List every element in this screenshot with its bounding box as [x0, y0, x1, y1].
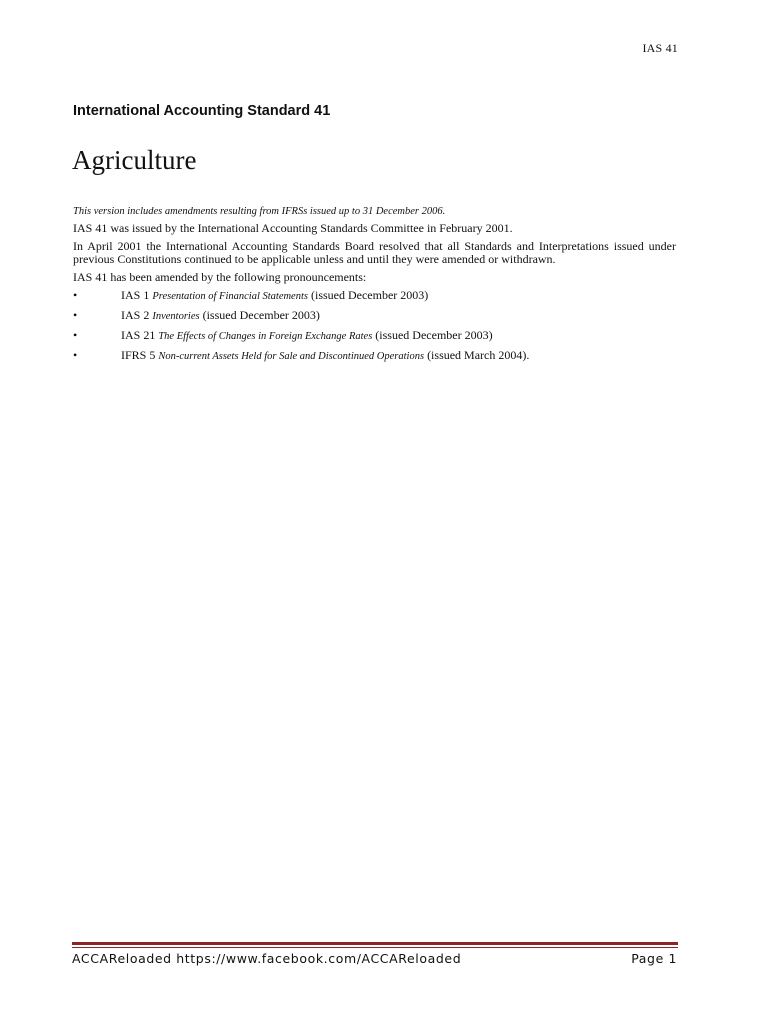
standard-id: IAS 21 [121, 328, 156, 342]
list-item [73, 289, 676, 302]
standard-id: IAS 1 [121, 288, 150, 302]
issued-date: (issued December 2003) [310, 288, 429, 302]
standard-id: IAS 2 [121, 308, 150, 322]
standard-name: The Effects of Changes in Foreign Exchange Rates [158, 331, 373, 342]
document-title: Agriculture [72, 145, 197, 175]
amendments-intro-paragraph: IAS 41 has been amended by the following pronouncements: [73, 270, 367, 284]
version-note: This version includes amendments resulting from IFRSs issued up to 31 December 2006. [73, 206, 446, 217]
list-item [73, 349, 676, 362]
running-header: IAS 41 [642, 41, 678, 55]
bullet-icon: • [73, 348, 78, 362]
standard-name: Presentation of Financial Statements [152, 291, 308, 302]
issue-paragraph: IAS 41 was issued by the International Accounting Standards Committee in February 2001. [73, 221, 513, 235]
board-resolution-paragraph: In April 2001 the International Accounting Standards Board resolved that all Standards and Interpretations issued under previous Constitutions continued to be applicable unless and until they were amended or withdrawn. [73, 239, 676, 266]
standard-name: Non-current Assets Held for Sale and Discontinued Operations [158, 351, 425, 362]
document-body [73, 205, 676, 369]
footer-rule-thin [72, 947, 678, 948]
amendments-list [73, 289, 676, 362]
issued-date: (issued March 2004). [427, 348, 530, 362]
list-item [73, 329, 676, 342]
standard-id: IFRS 5 [121, 348, 156, 362]
list-item [73, 309, 676, 322]
issued-date: (issued December 2003) [375, 328, 493, 342]
bullet-icon: • [73, 288, 78, 302]
footer-rule [72, 942, 678, 945]
bullet-icon: • [73, 328, 78, 342]
standard-number-heading: International Accounting Standard 41 [73, 103, 331, 119]
footer-source-link[interactable]: ACCAReloaded https://www.facebook.com/ACCAReloaded [72, 951, 462, 966]
standard-name: Inventories [152, 311, 200, 322]
page-number: Page 1 [631, 951, 677, 966]
bullet-icon: • [73, 308, 78, 322]
issued-date: (issued December 2003) [202, 308, 320, 322]
